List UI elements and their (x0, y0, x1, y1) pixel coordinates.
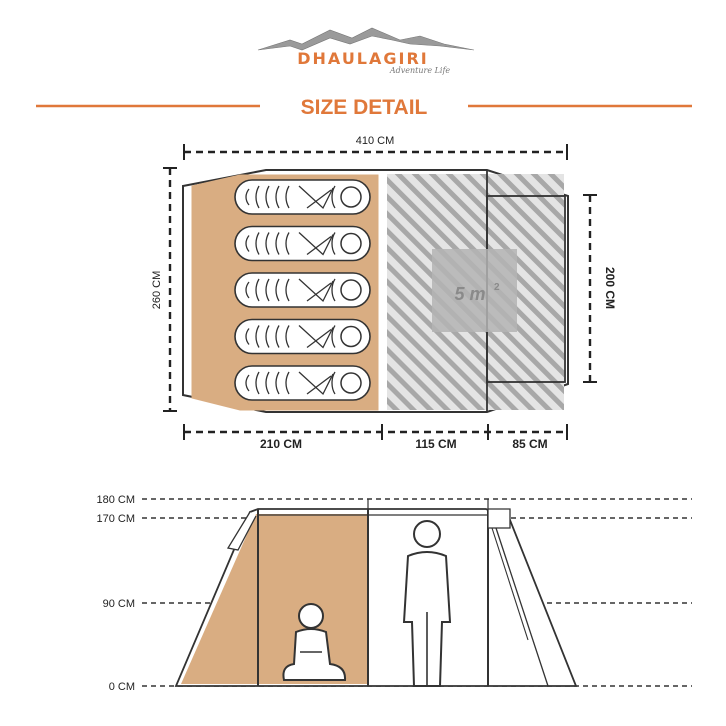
side-view (96, 494, 692, 693)
dimension-depth-right (583, 195, 617, 382)
sleeping-bag-icon (235, 273, 370, 307)
sleeping-bag-icon (235, 227, 370, 261)
sleeping-bag-icon (235, 180, 370, 214)
sleeping-bag-icon (235, 320, 370, 354)
segment-sleeping-label: 210 CM (259, 437, 303, 451)
sleeping-bag-icon (235, 366, 370, 400)
segment-living-label: 115 CM (415, 437, 457, 451)
top-view (151, 135, 617, 451)
sleeping-bags (235, 180, 370, 400)
sleeping-area-side (181, 514, 368, 684)
area-unit-superscript: 2 (494, 282, 500, 293)
depth-left-label: 260 CM (151, 270, 163, 310)
dimension-segments (184, 424, 567, 451)
total-width-label: 410 CM (355, 135, 395, 147)
brand-name: DHAULAGIRI (297, 49, 429, 68)
depth-right-label: 200 CM (603, 266, 617, 310)
height-label-0: 0 CM (108, 681, 135, 693)
segment-porch-label: 85 CM (512, 437, 548, 451)
area-value: 5 m (454, 284, 486, 304)
dimension-depth-left (151, 168, 177, 411)
height-label-170: 170 CM (96, 513, 135, 525)
height-label-90: 90 CM (102, 598, 135, 610)
dimension-total-width (184, 135, 567, 160)
section-title: SIZE DETAIL (300, 96, 428, 119)
brand-tagline: Adventure Life (389, 66, 451, 75)
mountain-range-icon (258, 28, 474, 50)
height-label-180: 180 CM (96, 494, 135, 506)
brand-logo (258, 28, 474, 75)
